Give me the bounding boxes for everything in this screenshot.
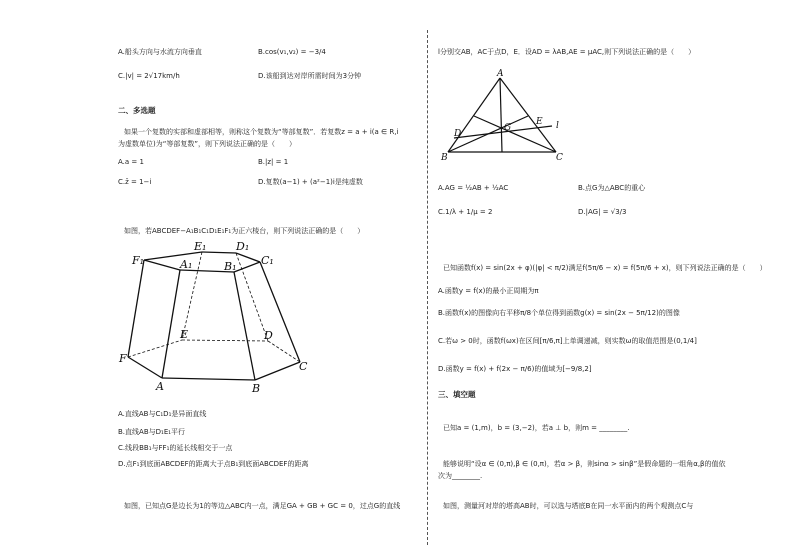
tri-label-A: A — [497, 69, 504, 79]
label-A: A — [156, 380, 164, 393]
q3-option-d: D.|AG| = √3/3 — [578, 208, 627, 216]
tri-label-D: D — [454, 129, 462, 139]
tri-label-C: C — [556, 153, 563, 163]
q1-option-c: C.z̄ = 1−i — [118, 178, 152, 186]
tri-label-G: G — [504, 123, 512, 133]
column-divider — [427, 30, 428, 545]
label-D1: D₁ — [236, 240, 250, 253]
q4-stem: 已知函数f(x) = sin(2x + φ)(|φ| < π/2)满足f(5π/6 − x) = f(5π/6 + x)，则下列说法正确的是（ ） — [443, 264, 767, 272]
q6-stem-line1: 能够说明“设α ∈ (0,π),β ∈ (0,π)，若α > β，则sinα > sinβ”是假命题的一组角α,β的值依 — [443, 460, 726, 468]
label-C: C — [299, 360, 308, 373]
q3-option-a: A.AG = ½AB + ½AC — [438, 184, 509, 192]
tri-label-B: B — [441, 153, 448, 163]
label-B: B — [252, 382, 261, 395]
q3-stem-start: 如图，已知点G是边长为1的等边△ABC内一点，满足GA + GB + GC = 0，过点G的直线 — [124, 502, 401, 510]
q5-stem: 已知a = (1,m)，b = (3,−2)，若a ⊥ b，则m = ________. — [443, 424, 630, 432]
q1-option-a: A.a = 1 — [118, 158, 144, 166]
label-C1: C₁ — [261, 254, 274, 267]
q1-stem-line1: 如果一个复数的实部和虚部相等，则称这个复数为“等部复数”．若复数z = a + i(a ∈ R,i — [124, 128, 399, 136]
q2-option-c: C.线段BB₁与FF₁的延长线相交于一点 — [118, 444, 233, 452]
tri-label-E: E — [536, 117, 543, 127]
section-multiple-choice: 二、多选题 — [118, 106, 156, 115]
q2-stem: 如图，若ABCDEF−A₁B₁C₁D₁E₁F₁为正六棱台，则下列说法正确的是（ ） — [124, 227, 365, 235]
q4-option-b: B.函数f(x)的图像向右平移π/8个单位得到函数g(x) = sin(2x − 5π/12)的图像 — [438, 309, 680, 317]
label-F: F — [119, 352, 127, 365]
q3-option-c: C.1/λ + 1/μ = 2 — [438, 208, 493, 216]
label-F1: F₁ — [132, 254, 145, 267]
q4-option-a: A.函数y = f(x)的最小正周期为π — [438, 287, 539, 295]
label-D: D — [264, 329, 273, 342]
label-B1: B₁ — [224, 260, 237, 273]
prev-option-b: B.cos(v₁,v₂) = −3/4 — [258, 48, 326, 56]
q2-option-a: A.直线AB与C₁D₁是异面直线 — [118, 410, 207, 418]
prev-option-c: C.|v| = 2√17km/h — [118, 72, 180, 80]
label-E1: E₁ — [194, 240, 207, 253]
q1-option-d: D.复数(a−1) + (a²−1)i是纯虚数 — [258, 178, 363, 186]
q3-stem-continued: l分别交AB，AC于点D，E．设AD = λAB,AE = μAC,则下列说法正确的是（ ） — [438, 48, 696, 56]
q1-option-b: B.|z| = 1 — [258, 158, 289, 166]
frustum-figure — [118, 240, 318, 398]
tri-label-l: l — [556, 121, 559, 131]
triangle-figure — [440, 66, 570, 164]
q3-option-b: B.点G为△ABC的重心 — [578, 184, 646, 192]
label-A1: A₁ — [180, 258, 193, 271]
q7-stem: 如图，测量河对岸的塔高AB时，可以选与塔底B在同一水平面内的两个观测点C与 — [443, 502, 694, 510]
q4-option-c: C.若ω > 0时，函数f(ωx)在区间[π/6,π]上单调递减，则实数ω的取值范围是(0,1/4] — [438, 337, 697, 345]
section-fill-in: 三、填空题 — [438, 390, 476, 399]
prev-option-a: A.船头方向与水流方向垂直 — [118, 48, 202, 56]
label-E: E — [180, 328, 189, 341]
q2-option-d: D.点F₁到底面ABCDEF的距离大于点B₁到底面ABCDEF的距离 — [118, 460, 309, 468]
prev-option-d: D.该船到达对岸所需时间为3分钟 — [258, 72, 362, 80]
q1-stem-line2: 为虚数单位)为“等部复数”，则下列说法正确的是（ ） — [118, 140, 296, 148]
q4-option-d: D.函数y = f(x) + f(2x − π/6)的值域为[−9/8,2] — [438, 365, 592, 373]
q2-option-b: B.直线AB与D₁E₁平行 — [118, 428, 186, 436]
q6-stem-line2: 次为________. — [438, 472, 483, 480]
